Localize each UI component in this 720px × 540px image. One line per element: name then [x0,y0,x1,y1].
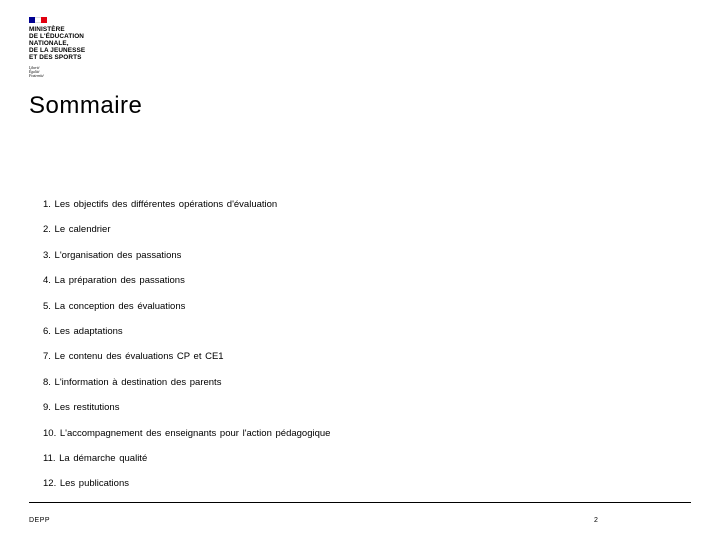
ministry-logo [29,17,109,79]
page-number: 2 [594,517,598,524]
ministry-name [29,26,85,61]
toc-item: 7. Le contenu des évaluations CP et CE1 [43,351,224,363]
motto-line: Égalité [29,70,40,74]
ministry-line: DE L'ÉDUCATION [29,33,84,40]
ministry-line: ET DES SPORTS [29,54,82,61]
ministry-line: MINISTÈRE [29,26,65,33]
slide-title: Sommaire [29,92,143,119]
toc-item: 12. Les publications [43,478,129,490]
motto-line: Liberté [29,66,40,70]
toc-item: 9. Les restitutions [43,402,120,414]
table-of-contents [43,199,330,504]
footer-divider [29,502,691,503]
toc-item: 6. Les adaptations [43,325,123,337]
toc-item: 8. L'information à destination des parents [43,376,222,388]
toc-item: 4. La préparation des passations [43,275,185,287]
republic-motto [29,66,44,78]
toc-item: 11. La démarche qualité [43,452,148,464]
ministry-line: NATIONALE, [29,40,69,47]
toc-item: 10. L'accompagnement des enseignants pour l'action pédagogique [43,427,331,439]
motto-line: Fraternité [29,74,44,78]
toc-item: 3. L'organisation des passations [43,249,182,261]
french-flag-icon [29,17,47,23]
ministry-line: DE LA JEUNESSE [29,47,86,54]
footer-source: DEPP [29,517,51,524]
toc-item: 1. Les objectifs des différentes opérations d'évaluation [43,199,278,210]
toc-item: 2. Le calendrier [43,224,111,236]
toc-item: 5. La conception des évaluations [43,300,186,312]
